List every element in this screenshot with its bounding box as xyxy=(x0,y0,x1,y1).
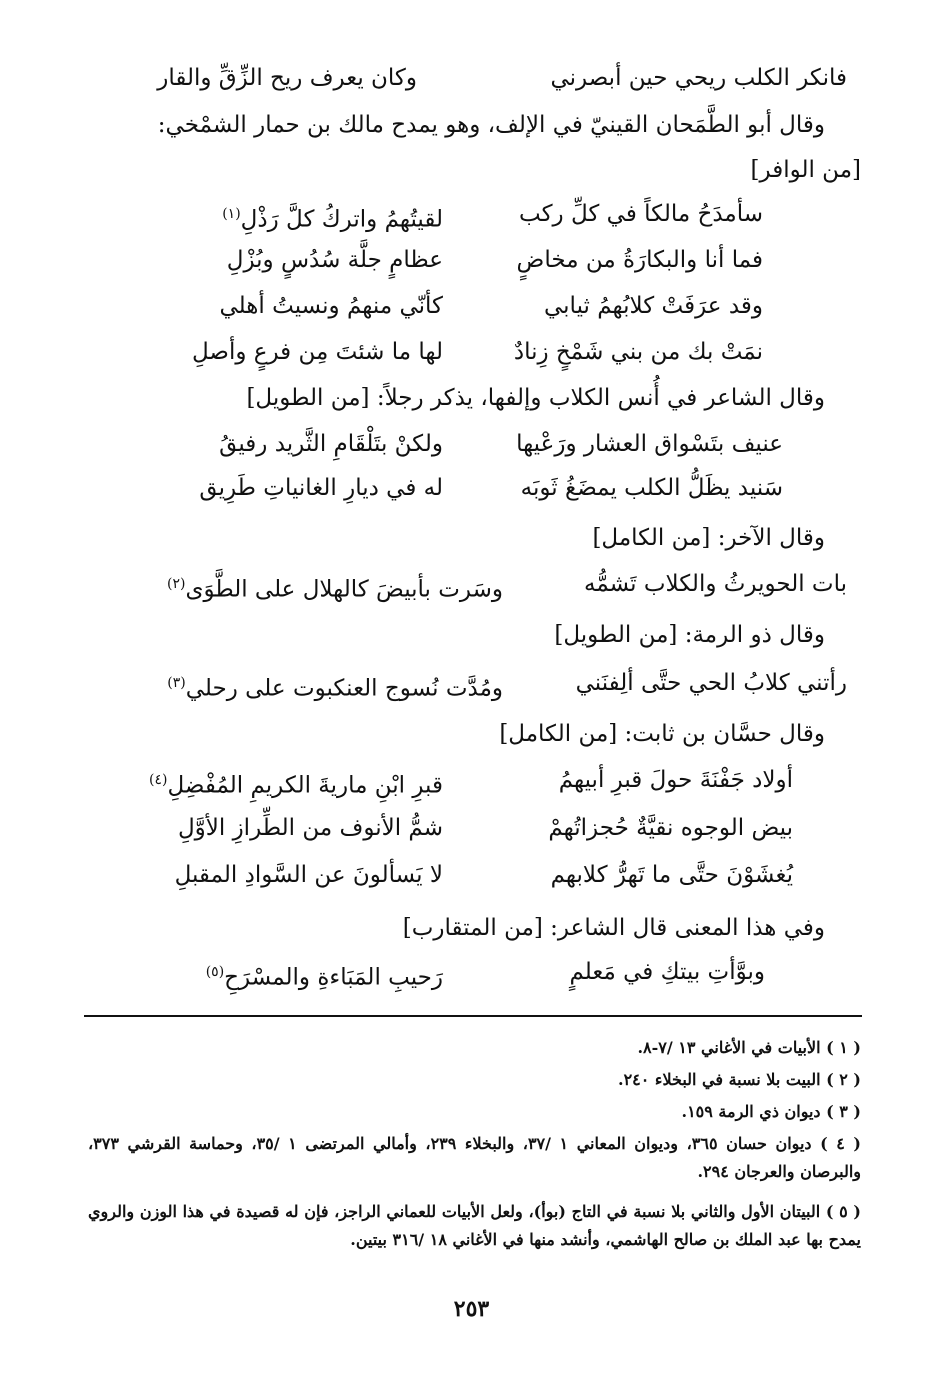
verse-hemistich: قبرِ ابْنِ ماريةَ الكريمِ المُفْضِلِ$^{(٤)}$ xyxy=(149,772,443,799)
prose-line: وقال الآخر: [من الكامل] xyxy=(592,525,825,551)
verse-hemistich: سَنيد يظَلُّ الكلب يمضَغُ ثَوبَه xyxy=(520,475,783,501)
footnote-marker: (١) xyxy=(222,206,241,222)
prose-line: وقال حسَّان بن ثابت: [من الكامل] xyxy=(499,721,825,747)
verse-hemistich: لا يَسألونَ عن السَّوادِ المقبلِ xyxy=(174,862,443,888)
meter-label: [من الوافر] xyxy=(750,157,861,183)
verse-hemistich: له في ديارِ الغانياتِ طَرِيق xyxy=(199,475,443,501)
verse-hemistich: عنيف بتَسْواق العشار ورَعْيها xyxy=(516,431,783,457)
verse-hemistich: يُغشَوْنَ حتَّى ما تَهرُّ كلابهم xyxy=(550,862,793,888)
prose-line: وقال الشاعر في أُنس الكلاب وإلفها، يذكر رجلاً: [من الطويل] xyxy=(246,385,825,411)
verse-hemistich: بات الحويرثُ والكلاب تَشمُّه xyxy=(584,571,847,597)
footnote: ( ٤ ) ديوان حسان ٣٦٥، وديوان المعاني ١ /٣٧، والبخلاء ٢٣٩، وأمالي المرتضى ١ /٣٥، وحماسة القرشي ٣٧٣، والبرصان والعرجان ٢٩٤. xyxy=(88,1134,862,1181)
verse-hemistich: فما أنا والبكارَةُ من مخاضٍ xyxy=(516,247,763,273)
footnote: ( ٢ ) البيت بلا نسبة في البخلاء ٢٤٠. xyxy=(617,1070,861,1089)
footnote-marker: (٣) xyxy=(167,675,186,691)
verse-hemistich: شمُّ الأنوف من الطِّرازِ الأوَّلِ xyxy=(177,815,443,841)
footnote-divider xyxy=(84,1015,862,1017)
prose-line: وقال ذو الرمة: [من الطويل] xyxy=(554,622,825,648)
footnote: ( ٣ ) ديوان ذي الرمة ١٥٩. xyxy=(681,1102,861,1121)
verse-hemistich: ومُدَّت نُسوج العنكبوت على رحلي$^{(٣)}$ xyxy=(167,675,503,702)
footnote-marker: (٤) xyxy=(149,772,168,788)
verse-hemistich: وبوَّأتِ بيتكِ في مَعلمٍ xyxy=(569,959,765,985)
verse-hemistich: سأمدَحُ مالكاً في كلِّ ركب xyxy=(519,201,763,227)
verse-hemistich: عظامٍ جلَّة سُدُسٍ وبُزْلِ xyxy=(226,247,443,273)
footnote: ( ٥ ) البيتان الأول والثاني بلا نسبة في التاج (بوأ)، ولعل الأبيات للعماني الراجز، فإن له قصيدة في هذا الوزن والروي يمدح بها عبد الملك بن صالح الهاشمي، وأنشد منها في الأغاني ١٨ /٣١٦ بيتين. xyxy=(88,1202,862,1249)
verse-hemistich: وسَرت بأبيضَ كالهلال على الطَّوَى$^{(٢)}$ xyxy=(166,576,503,603)
prose-line: وقال أبو الطَّمَحان القينيّ في الإلف، وهو يمدح مالك بن حمار الشمْخي: xyxy=(157,112,825,138)
verse-hemistich: وكان يعرف ريح الزِّقِّ والقار xyxy=(157,65,417,91)
footnote-marker: (٢) xyxy=(166,576,186,592)
verse-hemistich: رَحيبِ المَبَاءةِ والمسْرَحِ$^{(٥)}$ xyxy=(205,964,443,991)
verse-hemistich: بيض الوجوه نقيَّةٌ حُجزاتُهمْ xyxy=(548,815,793,841)
footnote-marker: (٥) xyxy=(205,964,225,980)
footnote: ( ١ ) الأبيات في الأغاني ١٣ /٧-٨. xyxy=(637,1038,861,1057)
verse-hemistich: لها ما شئتَ مِن فرعٍ وأصلِ xyxy=(192,339,443,365)
verse-hemistich: رأتني كلابُ الحي حتَّى ألِفنَني xyxy=(575,670,847,696)
verse-hemistich: ولكنْ بتَلْقَامِ الثَّريد رفيقُ xyxy=(219,431,443,457)
verse-hemistich: أولاد جَفْنَةَ حولَ قبرِ أبيهمُ xyxy=(558,767,793,793)
verse-hemistich: نمَتْ بك من بني شَمْخٍ زِنادٌ xyxy=(513,339,763,365)
verse-hemistich: لقيتُهمُ واتركُ كلَّ رَذْلِ$^{(١)}$ xyxy=(222,206,443,233)
verse-hemistich: وقد عرَفَتْ كلابُهمُ ثيابي xyxy=(543,293,763,319)
page-number: ٢٥٣ xyxy=(453,1296,490,1322)
verse-hemistich: كأنّي منهمُ ونسيتُ أهلي xyxy=(219,293,443,319)
verse-hemistich: فانكر الكلب ريحي حين أبصرني xyxy=(550,65,847,91)
prose-line: وفي هذا المعنى قال الشاعر: [من المتقارب] xyxy=(402,915,825,941)
